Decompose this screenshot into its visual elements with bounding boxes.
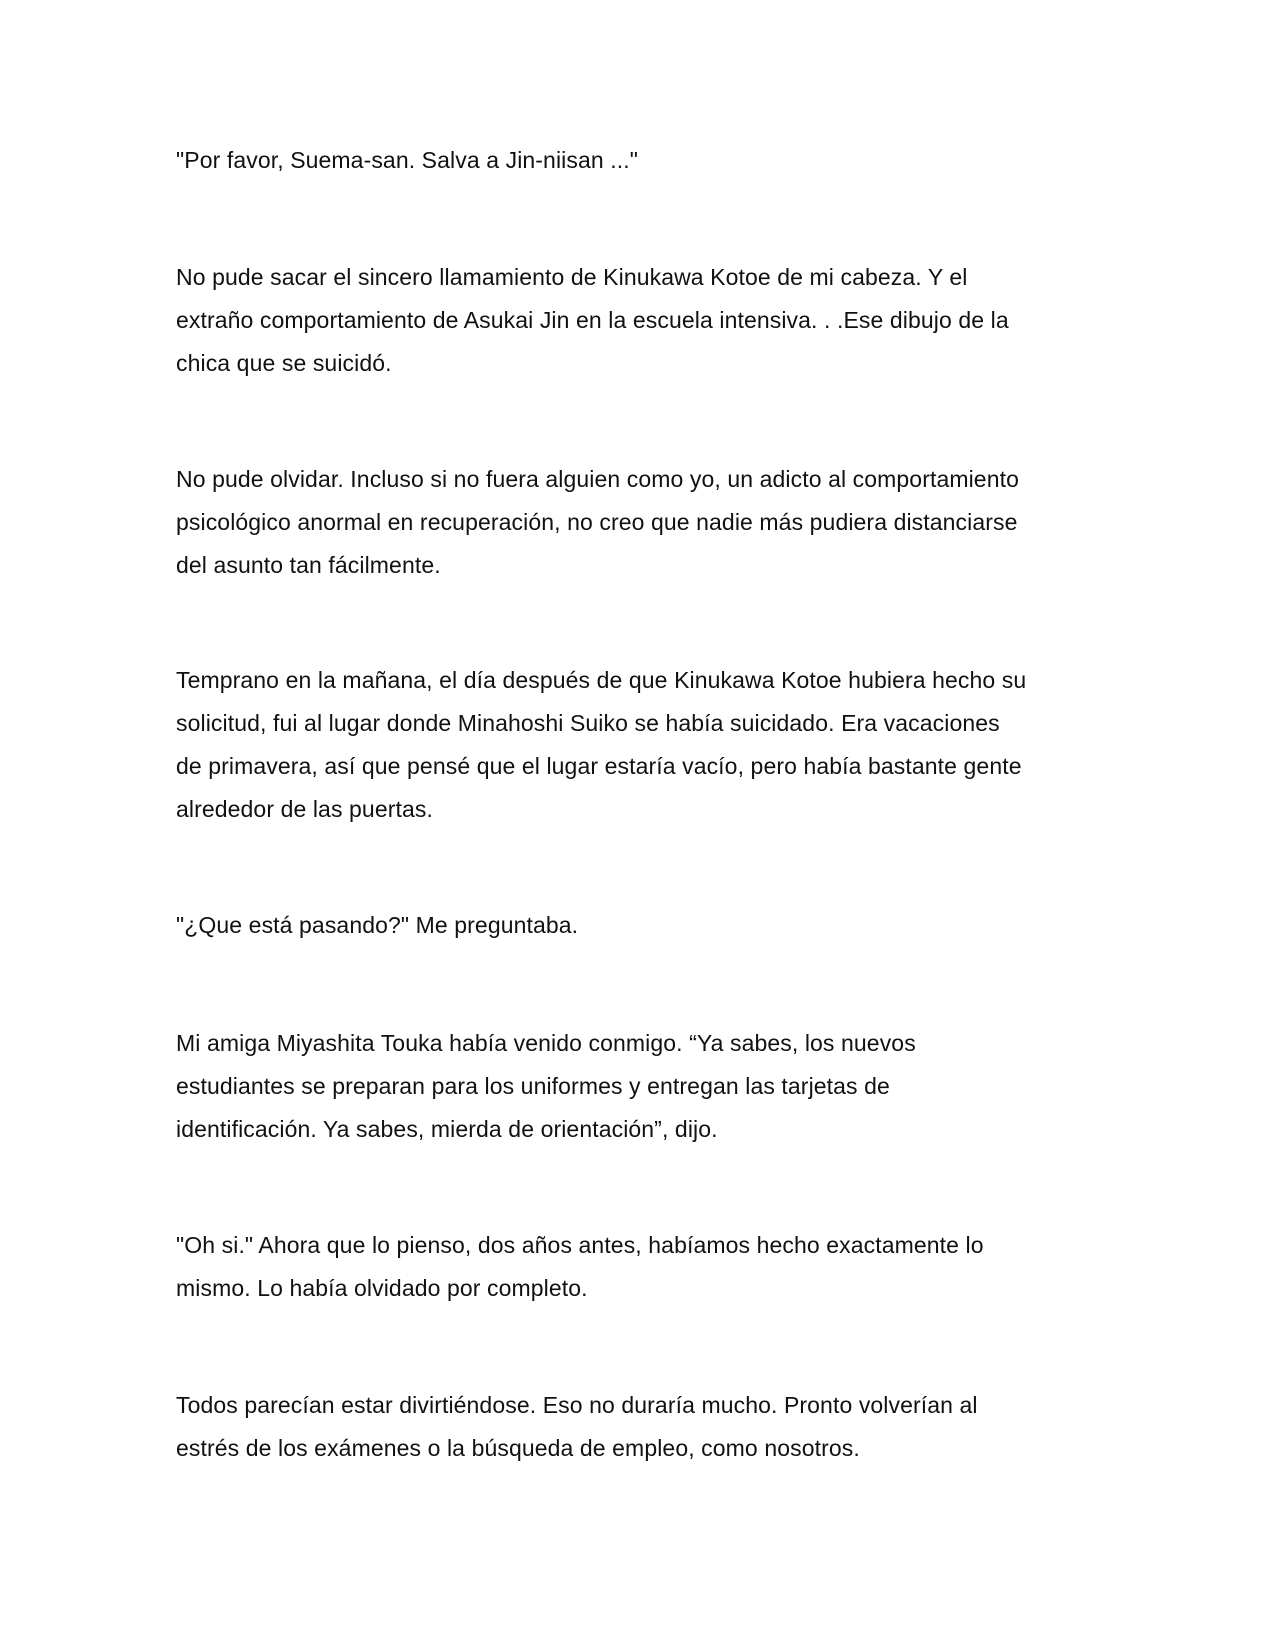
paragraph-5 [176,904,1116,947]
paragraph-line: "Por favor, Suema-san. Salva a Jin-niisan ..." [176,147,638,173]
paragraph-line: "Oh si." Ahora que lo pienso, dos años antes, habíamos hecho exactamente lo [176,1232,984,1258]
paragraph-line: identificación. Ya sabes, mierda de orientación”, dijo. [176,1116,718,1142]
paragraph-3 [176,458,1116,587]
paragraph-line: Todos parecían estar divirtiéndose. Eso no duraría mucho. Pronto volverían al [176,1392,978,1418]
paragraph-6 [176,1022,1116,1151]
paragraph-line: del asunto tan fácilmente. [176,552,441,578]
paragraph-1 [176,139,1116,182]
paragraph-4 [176,659,1116,831]
paragraph-line: No pude olvidar. Incluso si no fuera alguien como yo, un adicto al comportamiento [176,466,1019,492]
paragraph-2 [176,256,1116,385]
paragraph-7 [176,1224,1116,1310]
paragraph-8 [176,1384,1116,1470]
paragraph-line: psicológico anormal en recuperación, no creo que nadie más pudiera distanciarse [176,509,1018,535]
paragraph-line: mismo. Lo había olvidado por completo. [176,1275,588,1301]
paragraph-line: chica que se suicidó. [176,350,392,376]
paragraph-line: de primavera, así que pensé que el lugar estaría vacío, pero había bastante gente [176,753,1022,779]
paragraph-line: Temprano en la mañana, el día después de que Kinukawa Kotoe hubiera hecho su [176,667,1027,693]
paragraph-line: solicitud, fui al lugar donde Minahoshi Suiko se había suicidado. Era vacaciones [176,710,1000,736]
paragraph-line: estudiantes se preparan para los uniformes y entregan las tarjetas de [176,1073,890,1099]
paragraph-line: Mi amiga Miyashita Touka había venido conmigo. “Ya sabes, los nuevos [176,1030,916,1056]
paragraph-line: extraño comportamiento de Asukai Jin en la escuela intensiva. . .Ese dibujo de la [176,307,1009,333]
paragraph-line: alrededor de las puertas. [176,796,433,822]
paragraph-line: No pude sacar el sincero llamamiento de Kinukawa Kotoe de mi cabeza. Y el [176,264,968,290]
paragraph-line: "¿Que está pasando?" Me preguntaba. [176,912,579,938]
paragraph-line: estrés de los exámenes o la búsqueda de empleo, como nosotros. [176,1435,860,1461]
